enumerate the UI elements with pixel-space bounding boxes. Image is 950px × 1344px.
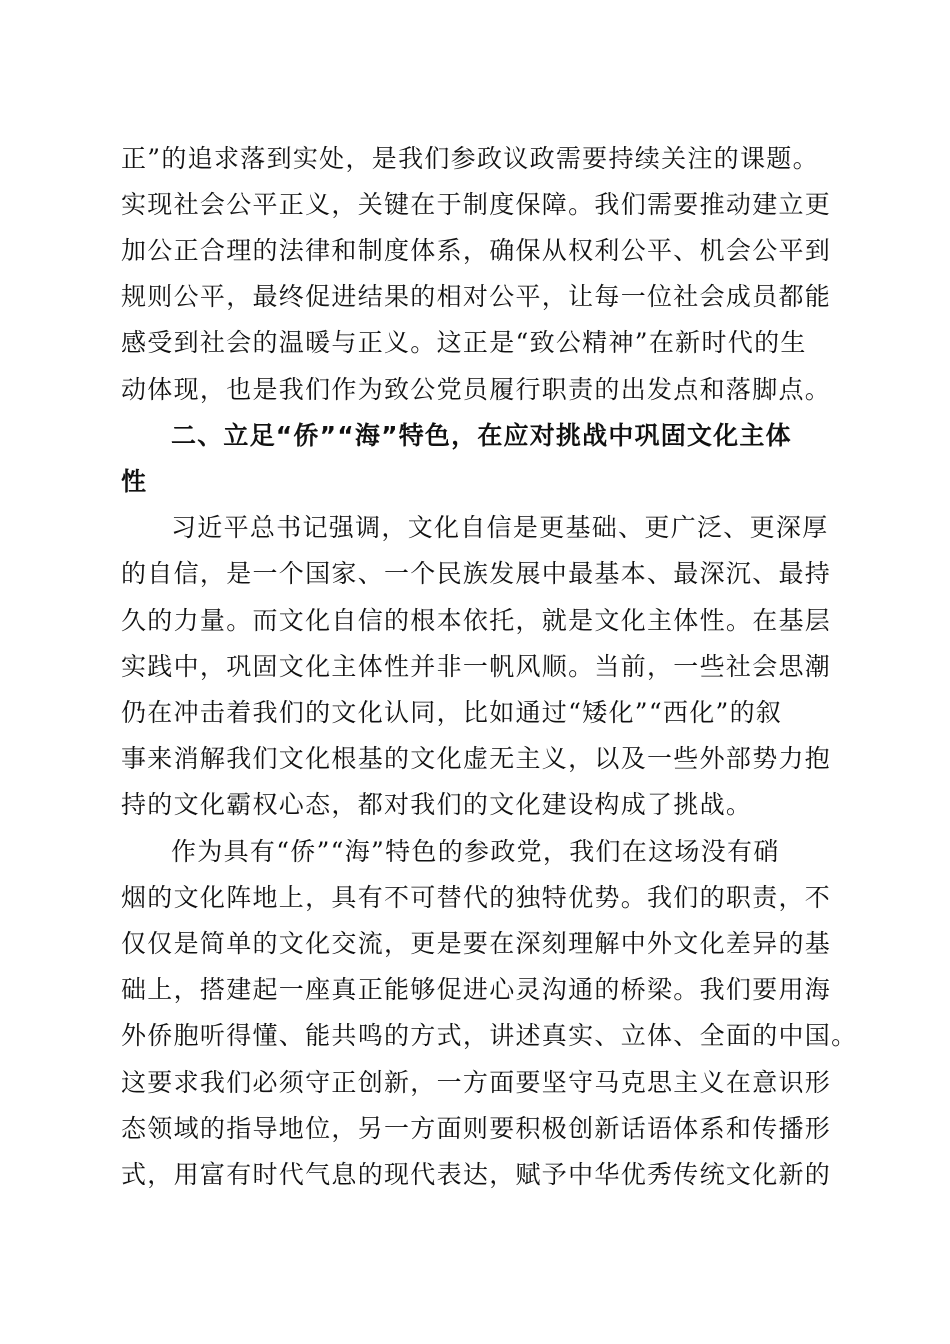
section-heading-continuation: 性 <box>121 467 148 496</box>
text-line: 态领域的指导地位，另一方面则要积极创新话语体系和传播形 <box>121 1114 832 1143</box>
text-line: 规则公平，最终促进结果的相对公平，让每一位社会成员都能 <box>121 282 832 311</box>
text-line: 实践中，巩固文化主体性并非一帆风顺。当前，一些社会思潮 <box>121 652 832 681</box>
text-line: 础上，搭建起一座真正能够促进心灵沟通的桥梁。我们要用海 <box>121 975 832 1004</box>
text-line: 习近平总书记强调，文化自信是更基础、更广泛、更深厚 <box>171 513 829 542</box>
text-line: 正”的追求落到实处，是我们参政议政需要持续关注的课题。 <box>121 144 819 173</box>
text-line: 这要求我们必须守正创新，一方面要坚守马克思主义在意识形 <box>121 1068 832 1097</box>
text-line: 的自信，是一个国家、一个民族发展中最基本、最深沉、最持 <box>121 559 832 588</box>
text-line: 外侨胞听得懂、能共鸣的方式，讲述真实、立体、全面的中国。 <box>121 1021 858 1050</box>
text-line: 作为具有“侨”“海”特色的参政党，我们在这场没有硝 <box>171 837 780 866</box>
text-line: 烟的文化阵地上，具有不可替代的独特优势。我们的职责，不 <box>121 883 832 912</box>
text-line: 实现社会公平正义，关键在于制度保障。我们需要推动建立更 <box>121 190 832 219</box>
text-line: 持的文化霸权心态，都对我们的文化建设构成了挑战。 <box>121 790 753 819</box>
text-line: 久的力量。而文化自信的根本依托，就是文化主体性。在基层 <box>121 606 832 635</box>
section-heading: 二、立足“侨”“海”特色，在应对挑战中巩固文化主体 <box>171 421 792 450</box>
text-line: 事来消解我们文化根基的文化虚无主义，以及一些外部势力抱 <box>121 744 832 773</box>
text-line: 感受到社会的温暖与正义。这正是“致公精神”在新时代的生 <box>121 328 807 357</box>
text-line: 动体现，也是我们作为致公党员履行职责的出发点和落脚点。 <box>121 375 832 404</box>
text-line: 加公正合理的法律和制度体系，确保从权利公平、机会公平到 <box>121 236 832 265</box>
text-line: 式，用富有时代气息的现代表达，赋予中华优秀传统文化新的 <box>121 1160 832 1189</box>
text-line: 仅仅是简单的文化交流，更是要在深刻理解中外文化差异的基 <box>121 929 832 958</box>
text-line: 仍在冲击着我们的文化认同，比如通过“矮化”“西化”的叙 <box>121 698 783 727</box>
